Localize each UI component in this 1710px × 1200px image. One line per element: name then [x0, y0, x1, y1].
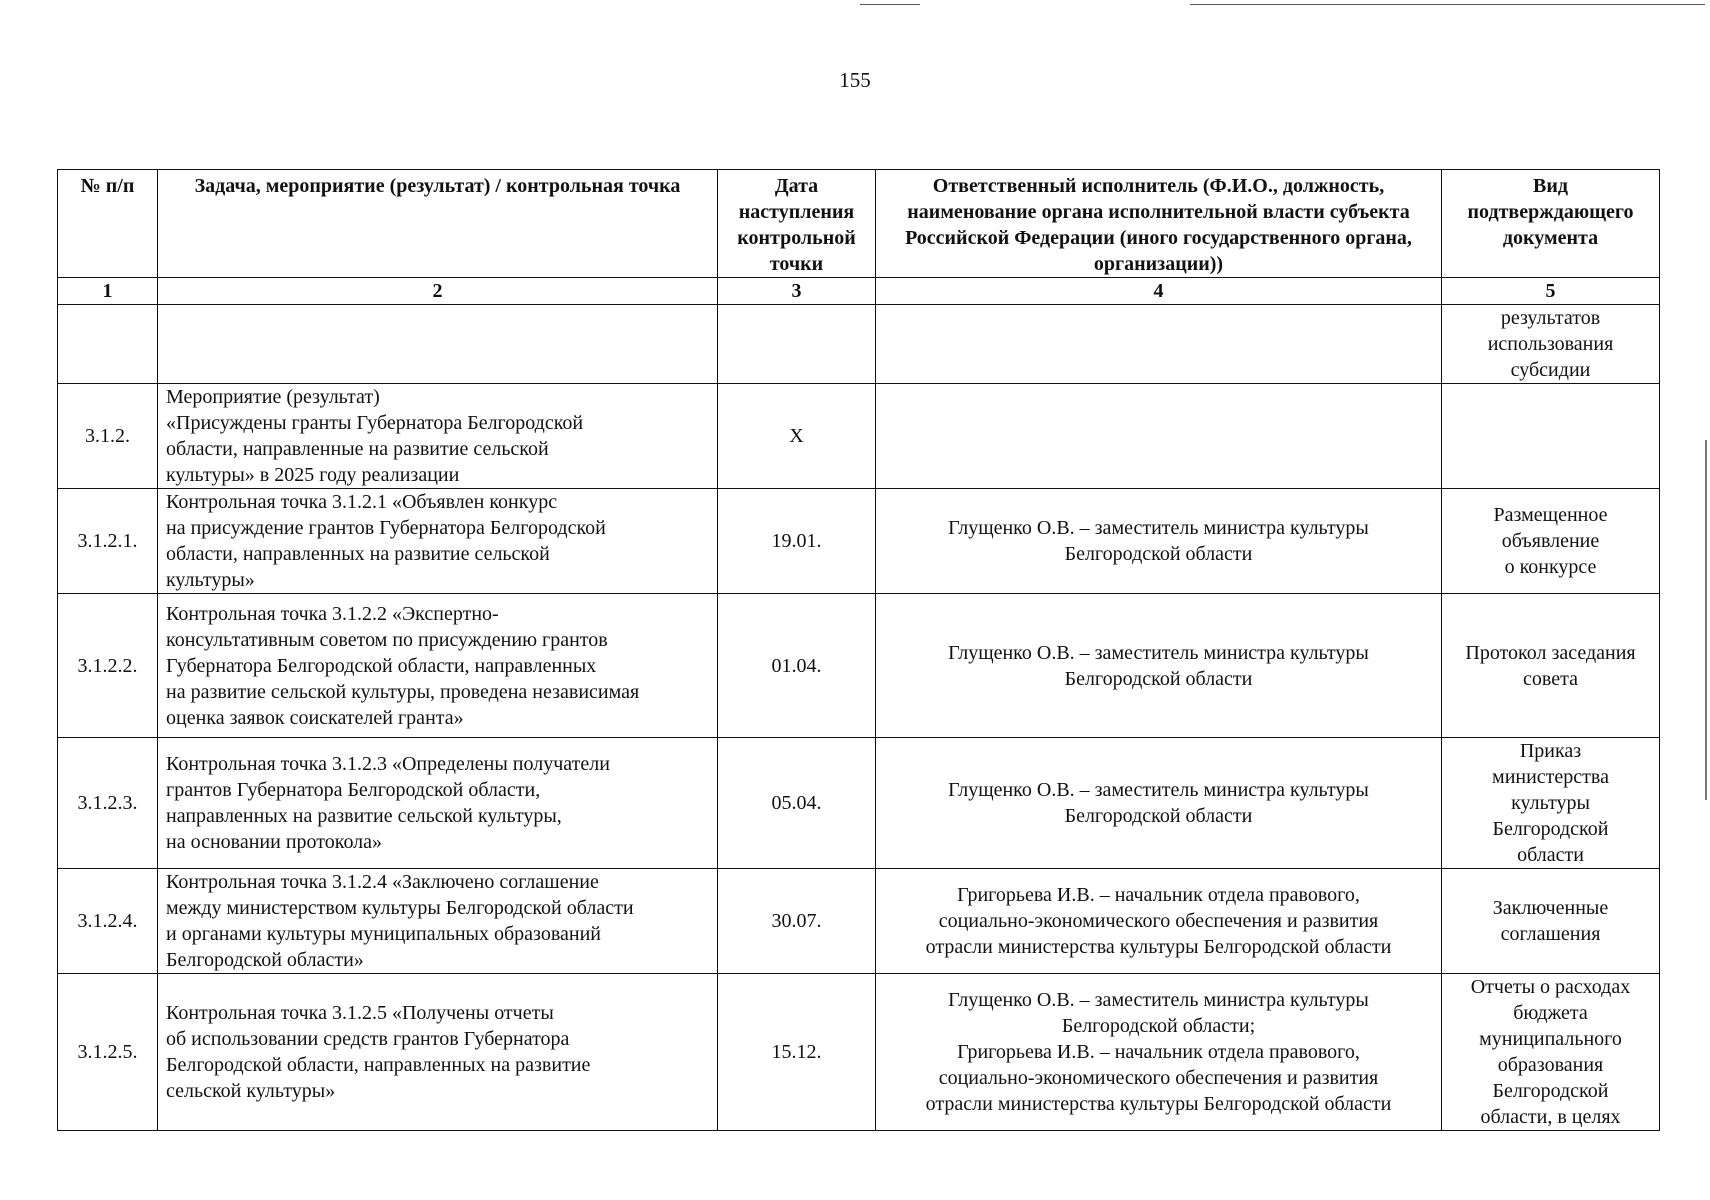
row-number: 3.1.2.2.	[58, 594, 158, 738]
row-number: 3.1.2.5.	[58, 974, 158, 1131]
row-date: 15.12.	[718, 974, 876, 1131]
row-responsible: Глущенко О.В. – заместитель министра культуры Белгородской области	[876, 738, 1442, 869]
row-task: Контрольная точка 3.1.2.1 «Объявлен конкурс на присуждение грантов Губернатора Белгородской области, направленных на развитие сельской культуры»	[158, 489, 718, 594]
header-date: Дата наступления контрольной точки	[718, 170, 876, 278]
row-document: Размещенное объявление о конкурсе	[1442, 489, 1660, 594]
row-number: 3.1.2.4.	[58, 869, 158, 974]
column-number: 3	[718, 278, 876, 305]
row-task: Контрольная точка 3.1.2.5 «Получены отчеты об использовании средств грантов Губернатора Белгородской области, направленных на развитие сельской культуры»	[158, 974, 718, 1131]
row-responsible: Григорьева И.В. – начальник отдела правового, социально-экономического обеспечения и развития отрасли министерства культуры Белгородской области	[876, 869, 1442, 974]
row-number	[58, 305, 158, 384]
header-responsible: Ответственный исполнитель (Ф.И.О., должность, наименование органа исполнительной власти субъекта Российской Федерации (иного государственного органа, организации))	[876, 170, 1442, 278]
scan-edge-line	[1705, 440, 1707, 800]
control-points-table	[57, 169, 1660, 1131]
page-number: 155	[839, 68, 871, 92]
table-row	[58, 384, 1660, 489]
column-number-row	[58, 278, 1660, 305]
row-task: Контрольная точка 3.1.2.2 «Экспертно- консультативным советом по присуждению грантов Губернатора Белгородской области, направленных на развитие сельской культуры, проведена независимая оценка заявок соискателей гранта»	[158, 594, 718, 738]
header-row	[58, 170, 1660, 278]
table-row	[58, 738, 1660, 869]
table-row	[58, 974, 1660, 1131]
top-rule-left	[860, 4, 920, 5]
row-responsible	[876, 384, 1442, 489]
column-number: 4	[876, 278, 1442, 305]
row-responsible: Глущенко О.В. – заместитель министра культуры Белгородской области	[876, 594, 1442, 738]
row-task: Контрольная точка 3.1.2.4 «Заключено соглашение между министерством культуры Белгородской области и органами культуры муниципальных образований Белгородской области»	[158, 869, 718, 974]
top-rule-right	[1190, 4, 1705, 5]
column-number: 1	[58, 278, 158, 305]
row-responsible	[876, 305, 1442, 384]
row-date: 01.04.	[718, 594, 876, 738]
row-document: результатов использования субсидии	[1442, 305, 1660, 384]
row-date: Х	[718, 384, 876, 489]
row-document: Заключенные соглашения	[1442, 869, 1660, 974]
row-task	[158, 305, 718, 384]
table-row	[58, 305, 1660, 384]
row-date: 05.04.	[718, 738, 876, 869]
row-document: Приказ министерства культуры Белгородской области	[1442, 738, 1660, 869]
row-document: Протокол заседания совета	[1442, 594, 1660, 738]
row-date: 30.07.	[718, 869, 876, 974]
table-row	[58, 869, 1660, 974]
row-task: Контрольная точка 3.1.2.3 «Определены получатели грантов Губернатора Белгородской области, направленных на развитие сельской культуры, на основании протокола»	[158, 738, 718, 869]
row-number: 3.1.2.3.	[58, 738, 158, 869]
row-responsible: Глущенко О.В. – заместитель министра культуры Белгородской области	[876, 489, 1442, 594]
row-number: 3.1.2.	[58, 384, 158, 489]
column-number: 5	[1442, 278, 1660, 305]
table-row	[58, 489, 1660, 594]
header-number: № п/п	[58, 170, 158, 278]
row-date: 19.01.	[718, 489, 876, 594]
table-row	[58, 594, 1660, 738]
column-number: 2	[158, 278, 718, 305]
row-number: 3.1.2.1.	[58, 489, 158, 594]
row-document: Отчеты о расходах бюджета муниципального образования Белгородской области, в целях	[1442, 974, 1660, 1131]
row-date	[718, 305, 876, 384]
row-document	[1442, 384, 1660, 489]
row-task: Мероприятие (результат) «Присуждены гранты Губернатора Белгородской области, направленные на развитие сельской культуры» в 2025 году реализации	[158, 384, 718, 489]
header-task: Задача, мероприятие (результат) / контрольная точка	[158, 170, 718, 278]
header-document: Вид подтверждающего документа	[1442, 170, 1660, 278]
row-responsible: Глущенко О.В. – заместитель министра культуры Белгородской области; Григорьева И.В. – начальник отдела правового, социально-экономического обеспечения и развития отрасли министерства культуры Белгородской области	[876, 974, 1442, 1131]
